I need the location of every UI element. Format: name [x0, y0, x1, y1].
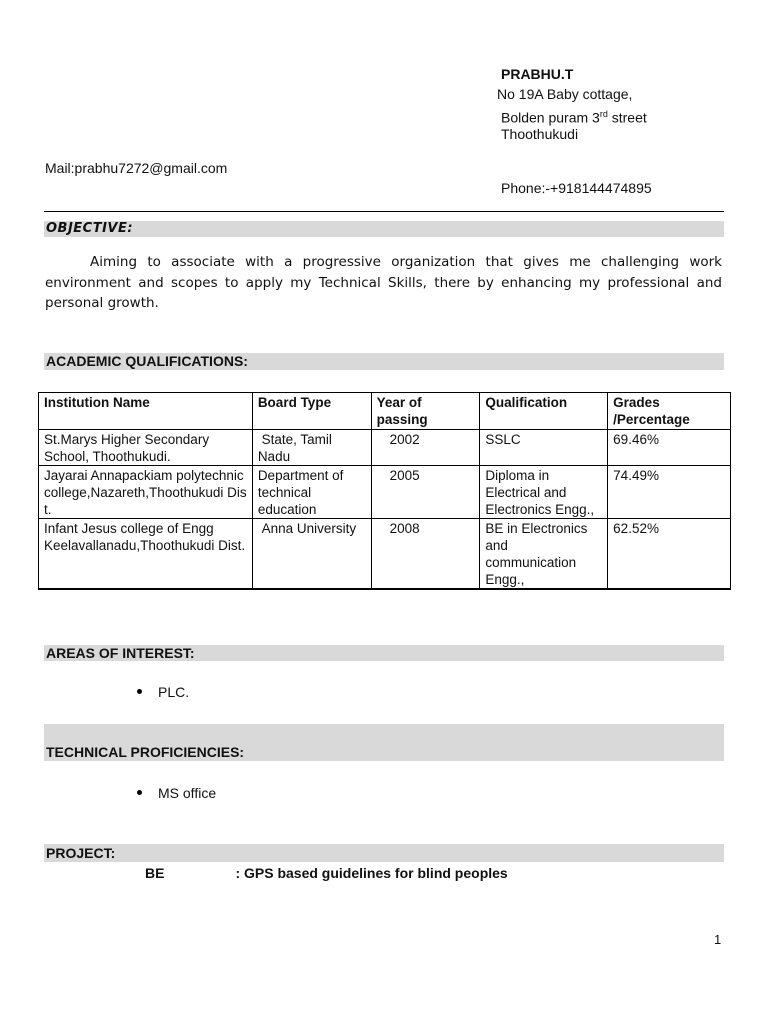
address-line-2-rest: street [607, 109, 647, 126]
qualifications-table [38, 392, 731, 590]
header-divider [44, 211, 724, 212]
cell-board: State, Tamil Nadu [252, 430, 371, 466]
cell-qualification: BE in Electronics and communication Engg., [480, 519, 608, 590]
column-header-year: Year of passing [371, 393, 480, 430]
page-number: 1 [714, 932, 722, 947]
column-header-institution: Institution Name [39, 393, 253, 430]
table-header-row [39, 393, 731, 430]
objective-text: Aiming to associate with a progressive organization that gives me challenging work environment and scopes to apply my Technical Skills, there by enhancing my professional and personal growth. [45, 254, 722, 311]
cell-board: Department of technical education [252, 466, 371, 519]
cell-grade: 74.49% [608, 466, 731, 519]
project-title: : GPS based guidelines for blind peoples [235, 865, 508, 881]
bullet-icon [137, 689, 142, 694]
project-heading: PROJECT: [44, 844, 724, 862]
cell-year: 2008 [371, 519, 480, 590]
technical-heading: TECHNICAL PROFICIENCIES: [44, 724, 724, 761]
address-line-2-main: Bolden puram 3 [501, 109, 600, 126]
list-item [137, 684, 189, 700]
interests-heading: AREAS OF INTEREST: [44, 645, 724, 661]
table-row [39, 466, 731, 519]
cell-year: 2005 [371, 466, 480, 519]
cell-board: Anna University [252, 519, 371, 590]
cell-institution: Jayarai Annapackiam polytechnic college,Nazareth,Thoothukudi Dist. [39, 466, 253, 519]
address-line-3: Thoothukudi [501, 126, 579, 142]
interest-label: PLC. [158, 684, 190, 700]
column-header-grades: Grades /Percentage [608, 393, 731, 430]
objective-heading: OBJECTIVE: [44, 221, 724, 237]
column-header-qualification: Qualification [480, 393, 608, 430]
table-row [39, 519, 731, 590]
cell-year: 2002 [371, 430, 480, 466]
column-header-board: Board Type [252, 393, 371, 430]
list-item [137, 785, 216, 801]
project-degree: BE [145, 865, 165, 881]
bullet-icon [137, 790, 142, 795]
candidate-name: PRABHU.T [501, 66, 574, 82]
address-line-1: No 19A Baby cottage, [497, 86, 633, 102]
cell-qualification: SSLC [480, 430, 608, 466]
project-line [145, 865, 508, 881]
email-line: Mail:prabhu7272@gmail.com [45, 160, 228, 176]
academic-heading: ACADEMIC QUALIFICATIONS: [44, 353, 724, 370]
phone-line: Phone:-+918144474895 [501, 180, 652, 196]
cell-grade: 62.52% [608, 519, 731, 590]
cell-institution: St.Marys Higher Secondary School, Thoothukudi. [39, 430, 253, 466]
ordinal-suffix: rd [599, 109, 608, 119]
table-row [39, 430, 731, 466]
technical-label: MS office [158, 785, 217, 801]
cell-grade: 69.46% [608, 430, 731, 466]
cell-institution: Infant Jesus college of Engg Keelavallanadu,Thoothukudi Dist. [39, 519, 253, 590]
cell-qualification: Diploma in Electrical and Electronics Engg., [480, 466, 608, 519]
